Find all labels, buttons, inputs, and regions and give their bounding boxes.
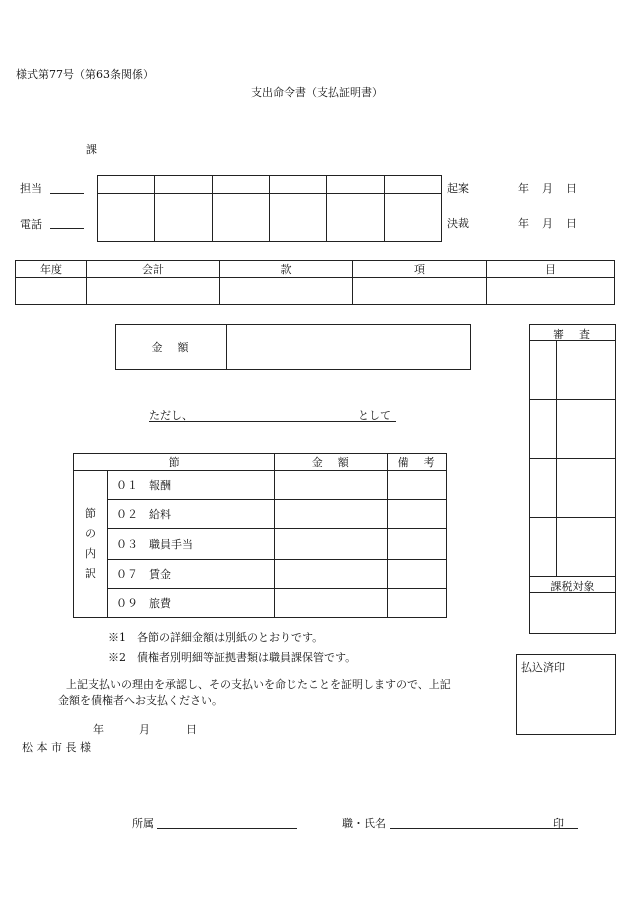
- budget-header-account: 会計: [87, 261, 220, 278]
- breakdown-item: ０１ 報酬: [108, 471, 275, 500]
- kessai-label: 決裁: [447, 217, 469, 230]
- date-day: 日: [186, 723, 197, 736]
- breakdown-item: ０２ 給料: [108, 500, 275, 529]
- approval-grid: [97, 175, 442, 242]
- budget-table: [15, 260, 615, 305]
- phone-line: [50, 228, 84, 229]
- amount-value-field[interactable]: [227, 325, 471, 370]
- date-month: 月: [139, 723, 150, 736]
- breakdown-item: ０７ 賃金: [108, 559, 275, 588]
- breakdown-side-label: 節 の 内 訳: [74, 471, 108, 618]
- breakdown-header-setsu: 節: [74, 454, 275, 471]
- proviso-prefix: ただし、: [149, 409, 193, 422]
- tanto-label: 担当: [20, 182, 42, 195]
- breakdown-item: ０９ 旅費: [108, 588, 275, 617]
- kian-month: 月: [542, 182, 553, 195]
- certification-line-1: 上記支払いの理由を承認し、その支払いを命じたことを証明しますので、上記: [66, 678, 451, 691]
- tanto-line: [50, 193, 84, 194]
- audit-label: 審 査: [553, 328, 592, 341]
- budget-header-kan: 款: [220, 261, 353, 278]
- affiliation-label: 所属: [132, 817, 154, 830]
- amount-box: [115, 324, 471, 370]
- kian-year: 年: [518, 182, 529, 195]
- kian-day: 日: [566, 182, 577, 195]
- kessai-month: 月: [542, 217, 553, 230]
- name-label: 職・氏名: [342, 817, 386, 830]
- kessai-day: 日: [566, 217, 577, 230]
- section-label: 課: [86, 143, 97, 156]
- breakdown-header-amount: 金 額: [275, 454, 388, 471]
- budget-header-year: 年度: [16, 261, 87, 278]
- seal-label: 印: [553, 817, 564, 830]
- transfer-stamp-label: 払込済印: [521, 661, 565, 674]
- affiliation-line[interactable]: [157, 828, 297, 829]
- amount-label: 金 額: [116, 325, 227, 370]
- date-year: 年: [93, 723, 104, 736]
- proviso-underline: [149, 421, 396, 422]
- certification-line-2: 金額を債権者へお支払ください。: [58, 694, 223, 707]
- name-line[interactable]: [390, 828, 578, 829]
- breakdown-table: [73, 453, 447, 618]
- form-number: 様式第77号（第63条関係）: [16, 68, 154, 81]
- proviso-suffix: として: [358, 409, 391, 422]
- breakdown-header-remarks: 備 考: [388, 454, 447, 471]
- budget-header-moku: 目: [487, 261, 615, 278]
- note-2: ※2 債権者別明細等証拠書類は職員課保管です。: [108, 651, 357, 664]
- document-title: 支出命令書（支払証明書）: [251, 86, 383, 99]
- note-1: ※1 各節の詳細金額は別紙のとおりです。: [108, 631, 324, 644]
- kessai-year: 年: [518, 217, 529, 230]
- tax-label: 課税対象: [550, 580, 595, 593]
- addressee: 松 本 市 長 様: [22, 741, 91, 754]
- breakdown-item: ０３ 職員手当: [108, 529, 275, 559]
- kian-label: 起案: [447, 182, 469, 195]
- phone-label: 電話: [20, 218, 42, 231]
- budget-header-kou: 項: [353, 261, 487, 278]
